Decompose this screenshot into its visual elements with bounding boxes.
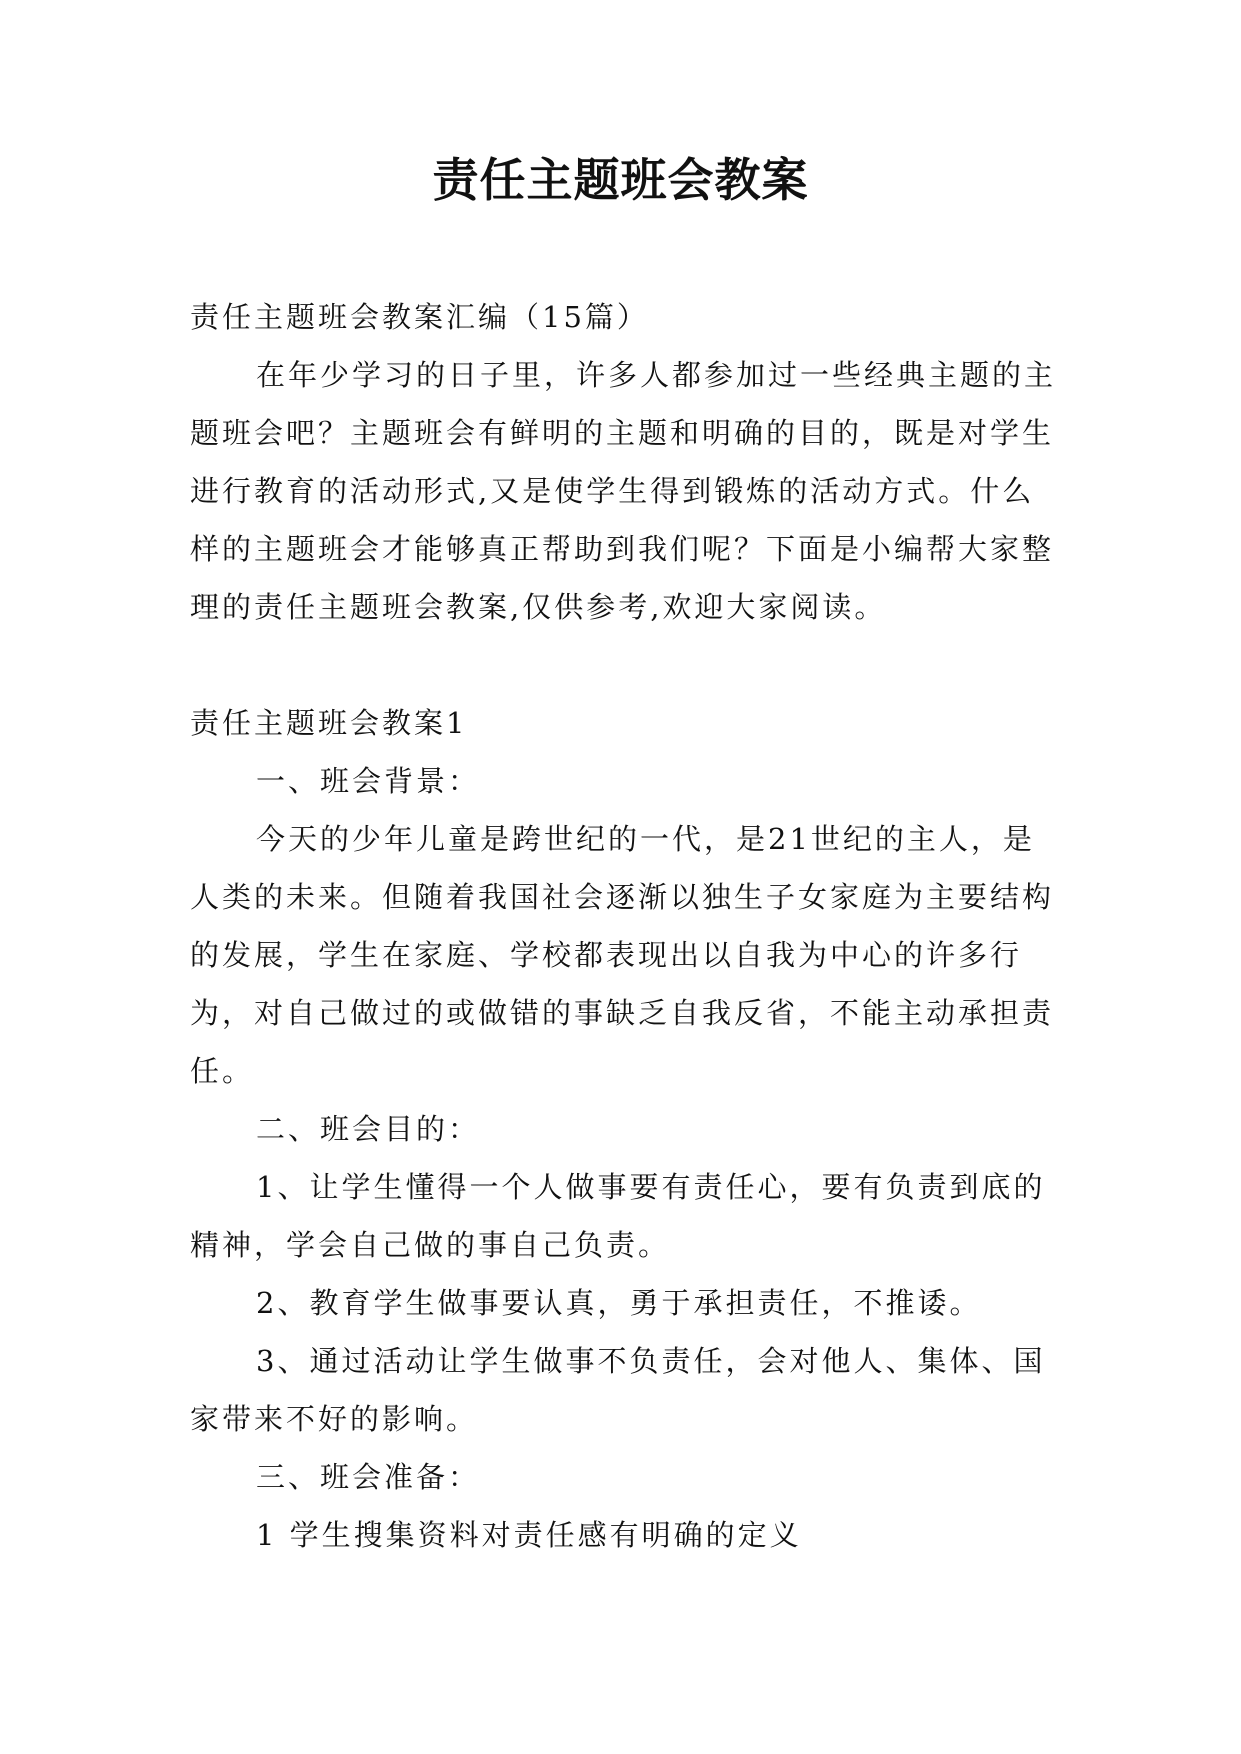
preparation-item-1: 1 学生搜集资料对责任感有明确的定义 — [256, 1518, 802, 1552]
page-title: 责任主题班会教案 — [432, 153, 809, 207]
purpose-heading: 二、班会目的： — [256, 1112, 481, 1146]
purpose-item-2: 2、教育学生做事要认真，勇于承担责任，不推诿。 — [256, 1286, 982, 1320]
background-heading: 一、班会背景： — [256, 764, 481, 798]
background-paragraph: 今天的少年儿童是跨世纪的一代，是21世纪的主人，是人类的未来。但随着我国社会逐渐以独生子女家庭为主要结构的发展，学生在家庭、学校都表现出以自我为中心的许多行为，对自己做过的或做错的事缺乏自我反省，不能主动承担责任。 — [190, 822, 1055, 1088]
purpose-item-1: 1、让学生懂得一个人做事要有责任心，要有负责到底的精神，学会自己做的事自己负责。 — [190, 1170, 1046, 1262]
intro-paragraph: 在年少学习的日子里，许多人都参加过一些经典主题的主题班会吧？主题班会有鲜明的主题和明确的目的，既是对学生进行教育的活动形式,又是使学生得到锻炼的活动方式。什么样的主题班会才能够真正帮助到我们呢？下面是小编帮大家整理的责任主题班会教案,仅供参考,欢迎大家阅读。 — [190, 358, 1057, 624]
collection-subtitle: 责任主题班会教案汇编（15篇） — [190, 300, 649, 334]
preparation-heading: 三、班会准备： — [256, 1460, 481, 1494]
document-body — [190, 288, 1056, 1564]
section-heading: 责任主题班会教案1 — [190, 706, 468, 740]
purpose-item-3: 3、通过活动让学生做事不负责任，会对他人、集体、国家带来不好的影响。 — [190, 1344, 1046, 1436]
section-spacer — [190, 636, 1056, 694]
